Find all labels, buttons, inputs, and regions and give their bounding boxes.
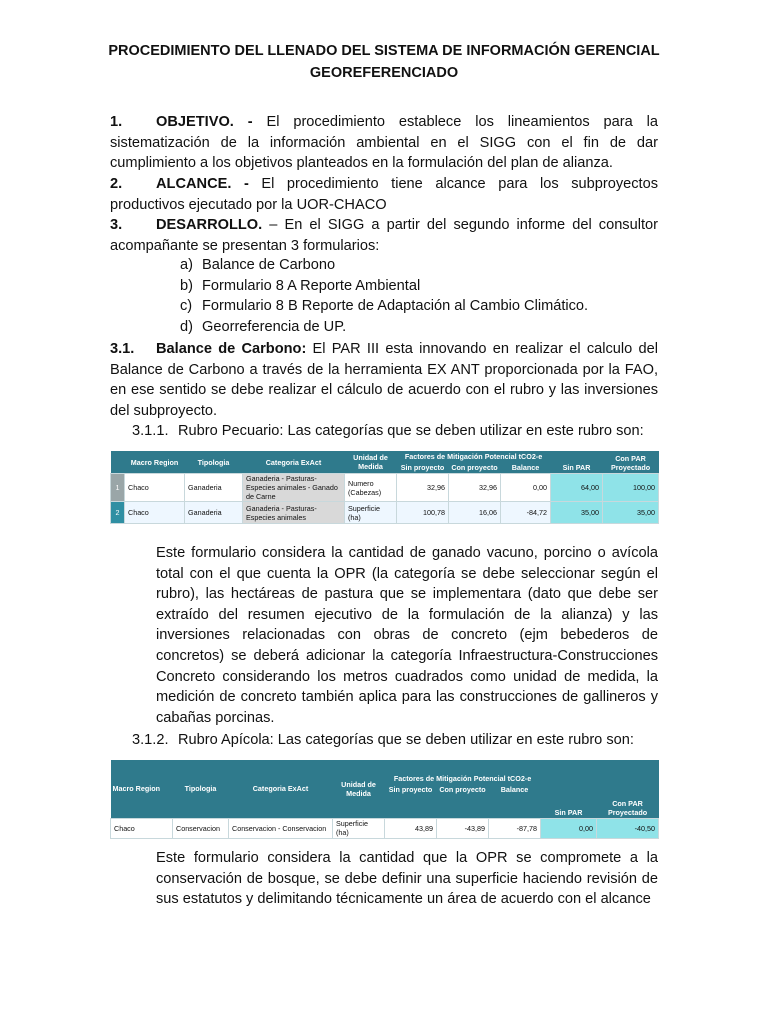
col-sin-par: Sin PAR [541,760,597,818]
paragraph-apicola: Este formulario considera la cantidad que la OPR se compromete a la conservación de bosque, se debe definir una superficie haciendo revisión de sus estatutos y delimitando técnicamente un área de acuerdo con el alcance [156,850,658,908]
section-number: 3.1. [110,341,135,357]
section-label: OBJETIVO. - [156,114,253,130]
col-categoria: Categoria ExAct [229,760,333,818]
col-con-par: Con PAR Proyectado [597,760,659,818]
col-factores: Factores de Mitigación Potencial tCO2-e [385,760,541,784]
section-alcance [110,174,658,215]
section-text: El procedimiento tiene alcance para los subproyectos productivos ejecutado por la UOR-CHACO [110,176,658,213]
col-con-par: Con PAR Proyectado [603,451,659,474]
col-unidad: Unidad de Medida [345,451,397,474]
table-pecuario [110,451,659,524]
col-balance: Balance [489,784,541,818]
col-sin-proyecto: Sin proyecto [397,462,449,474]
document-title [100,40,668,84]
section-text: El procedimiento establece los lineamientos para la sistematización de la información ambiental en el SIGG con el fin de dar cumplimiento a los objetivos planteados en la formulación del plan de alianza. [110,114,659,171]
section-number: 3. [110,217,123,233]
col-sin-proyecto: Sin proyecto [385,784,437,818]
section-label: ALCANCE. - [156,176,249,192]
list-item: b) Formulario 8 A Reporte Ambiental [180,277,421,294]
list-item: d) Georreferencia de UP. [180,318,347,335]
section-text: El PAR III esta innovando en realizar el calculo del Balance de Carbono a través de la herramienta EX ANT proporcionada por la FAO, en ese sentido se debe realizar el cálculo de acuerdo con el rubro y las inversiones del subproyecto. [110,341,658,419]
table-row: Chaco Conservacion Conservacion - Conservacion Superficie (ha) 43,89 -43,89 -87,78 0,00 -40,50 [111,818,659,838]
subsection-number: 3.1.2. [132,732,169,748]
col-unidad: Unidad de Medida [333,760,385,818]
forms-list [180,255,588,337]
section-number: 1. [110,114,123,130]
table-apicola [110,760,659,839]
list-item: c) Formulario 8 B Reporte de Adaptación al Cambio Climático. [180,298,589,315]
subsection-text: Rubro Apícola: Las categorías que se deben utilizar en este rubro son: [178,732,634,748]
col-macro-region: Macro Region [125,451,185,474]
subsection-pecuario [132,421,644,441]
col-con-proyecto: Con proyecto [449,462,501,474]
paragraph-pecuario: Este formulario considera la cantidad de ganado vacuno, porcino o avícola total con el que cuenta la OPR (la categoría se debe seleccionar según el rubro), las hectáreas de pastura que se implementara (dato que debe ser extraído del resumen ejecutivo de la formulación de la alianza) y las inversiones relacionadas con obras de concreto (ejm bebederos de concretos) se deberá adicionar la categoría Infraestructura-Construcciones Concreto considerando los metros cuadrados como unidad de medida, la medición de concreto también aplica para las construcciones de gallineros y cabañas porcinas. [156,545,658,726]
col-con-proyecto: Con proyecto [437,784,489,818]
section-balance-carbono [110,339,658,421]
subsection-apicola [132,730,634,750]
col-categoria: Categoria ExAct [243,451,345,474]
section-label: DESARROLLO. [156,217,263,233]
list-item: a) Balance de Carbono [180,257,336,273]
col-tipologia: Tipologia [173,760,229,818]
subsection-number: 3.1.1. [132,423,169,439]
title-line-2: GEOREFERENCIADO [309,65,459,81]
section-objetivo [110,112,658,174]
col-sin-par: Sin PAR [551,451,603,474]
section-number: 2. [110,176,123,192]
col-factores: Factores de Mitigación Potencial tCO2-e [397,451,551,462]
section-text: – En el SIGG a partir del segundo informe del consultor acompañante se presentan 3 formularios: [110,217,658,254]
col-macro-region: Macro Region [111,760,173,818]
col-tipologia: Tipologia [185,451,243,474]
section-desarrollo [110,215,658,256]
title-line-1: PROCEDIMIENTO DEL LLENADO DEL SISTEMA DE INFORMACIÓN GERENCIAL [108,43,660,59]
col-balance: Balance [501,462,551,474]
section-label: Balance de Carbono: [156,341,307,357]
table-row: 2 Chaco Ganaderia Ganaderia - Pasturas-Especies animales Superficie (ha) 100,78 16,06 -84,72 35,00 35,00 [111,502,659,524]
subsection-text: Rubro Pecuario: Las categorías que se deben utilizar en este rubro son: [178,423,644,439]
table-row: 1 Chaco Ganaderia Ganaderia - Pasturas-Especies animales - Ganado de Carne Numero (Cabezas) 32,96 32,96 0,00 64,00 100,00 [111,474,659,502]
